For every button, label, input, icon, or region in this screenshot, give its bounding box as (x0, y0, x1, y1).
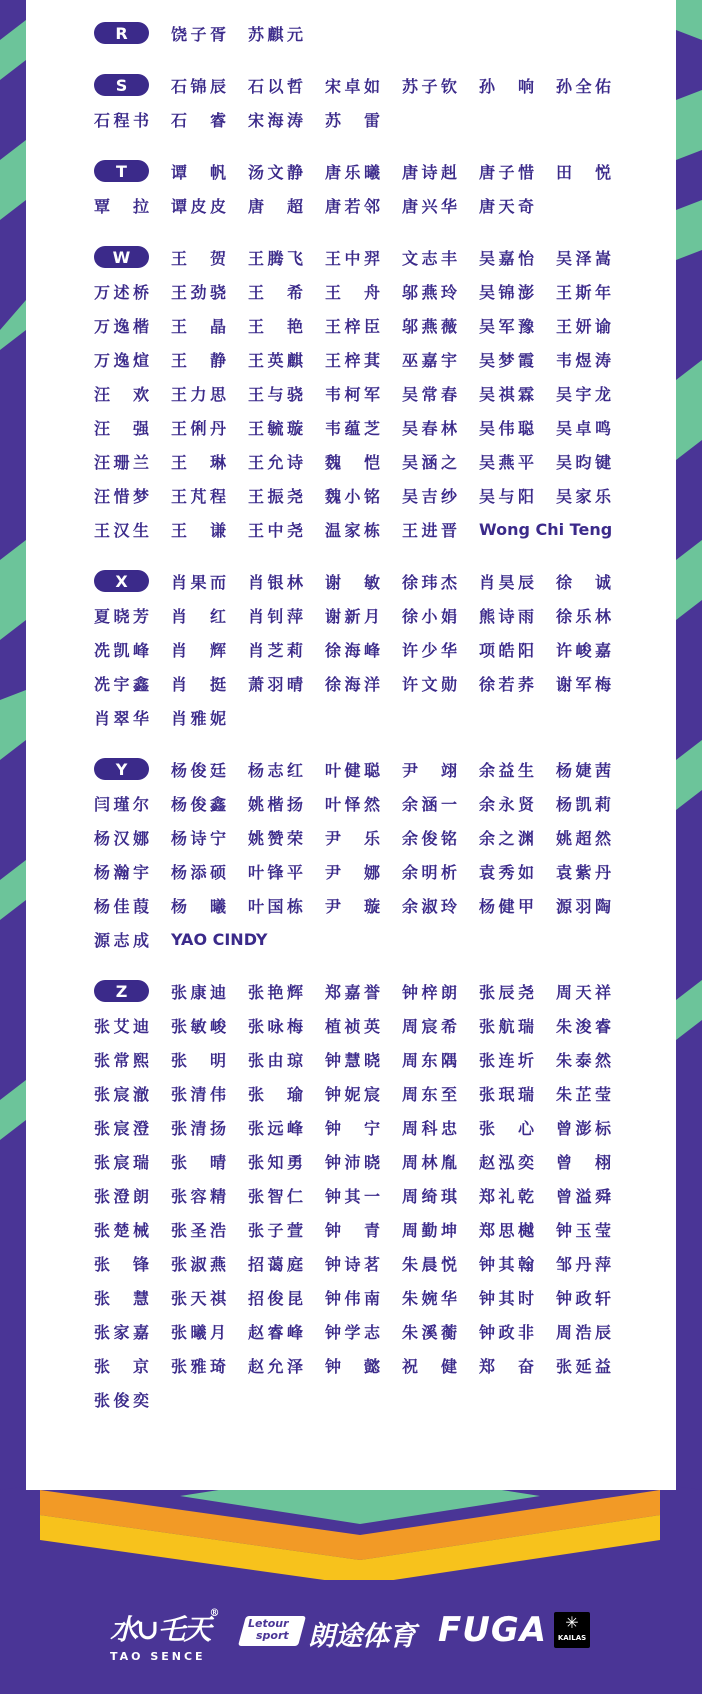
name-entry: 尹 娜 (325, 862, 380, 882)
name-entry: 宋卓如 (325, 76, 380, 96)
name-entry: 郑礼乾 (479, 1186, 534, 1206)
name-entry: 孙 响 (479, 76, 534, 96)
name-entry: 张 晴 (171, 1152, 226, 1172)
footer-logos (0, 1590, 702, 1694)
name-entry: 王 艳 (248, 316, 303, 336)
name-entry: 万逸煊 (94, 350, 149, 370)
name-row (94, 1042, 614, 1076)
name-entry: 杨志红 (248, 760, 303, 780)
name-entry: 覃 拉 (94, 196, 149, 216)
name-entry: 巫嘉宇 (402, 350, 457, 370)
name-entry: 杨瀚宇 (94, 862, 149, 882)
name-entry: 朱婉华 (402, 1288, 457, 1308)
langtu-sport-text: 朗途体育 (308, 1621, 416, 1652)
name-entry: 杨俊鑫 (171, 794, 226, 814)
name-entry: 源羽陶 (556, 896, 611, 916)
name-entry: 张珉瑞 (479, 1084, 534, 1104)
name-entry: 唐若邻 (325, 196, 380, 216)
name-row (94, 68, 614, 102)
name-entry: 肖昊辰 (479, 572, 534, 592)
name-entry: 叶国栋 (248, 896, 303, 916)
name-entry: 吴家乐 (556, 486, 611, 506)
letter-badge: Y (94, 758, 149, 780)
name-entry: 钟 青 (325, 1220, 380, 1240)
name-entry: 曾溢舜 (556, 1186, 611, 1206)
name-entry: 招俊昆 (248, 1288, 303, 1308)
name-entry: 田 悦 (556, 162, 611, 182)
name-entry: 石以哲 (248, 76, 303, 96)
name-entry: 余永贤 (479, 794, 534, 814)
name-row (94, 632, 614, 666)
name-entry: 冼凯峰 (94, 640, 149, 660)
name-entry: 张俊奕 (94, 1390, 149, 1410)
name-row (94, 820, 614, 854)
name-entry: 吴昀键 (556, 452, 611, 472)
tao-sence-logo: 水∪乇天® TAO SENCE (110, 1608, 218, 1663)
name-row (94, 478, 614, 512)
name-entry: 周宸希 (402, 1016, 457, 1036)
name-entry: 肖芝莉 (248, 640, 303, 660)
name-entry: 王劲骁 (171, 282, 226, 302)
name-entry: 谭 帆 (171, 162, 226, 182)
kailas-icon: ✳ (565, 1613, 579, 1632)
name-entry: 赵睿峰 (248, 1322, 303, 1342)
name-entry: 张清扬 (171, 1118, 226, 1138)
name-entry: 王毓璇 (248, 418, 303, 438)
name-entry: 周勤坤 (402, 1220, 457, 1240)
name-entry: 项皓阳 (479, 640, 534, 660)
name-entry: 吴军豫 (479, 316, 534, 336)
name-entry: 许峻嘉 (556, 640, 611, 660)
name-entry: 张智仁 (248, 1186, 303, 1206)
letter-badge: X (94, 570, 149, 592)
name-entry: 肖翠华 (94, 708, 149, 728)
name-entry: 钟 宁 (325, 1118, 380, 1138)
name-entry: 招蔼庭 (248, 1254, 303, 1274)
name-entry: 张雅琦 (171, 1356, 226, 1376)
name-entry: Wong Chi Teng (479, 519, 613, 539)
name-entry: 王中羿 (325, 248, 380, 268)
name-entry: 邹丹萍 (556, 1254, 611, 1274)
name-entry: 余俊铭 (402, 828, 457, 848)
kailas-logo: ✳ KAILAS (554, 1612, 590, 1648)
name-entry: 韦煜涛 (556, 350, 611, 370)
name-entry: 肖 挺 (171, 674, 226, 694)
name-entry: YAO CINDY (171, 929, 268, 949)
name-entry: 张 瑜 (248, 1084, 303, 1104)
name-entry: 王 贺 (171, 248, 226, 268)
name-entry: 张康迪 (171, 982, 226, 1002)
name-entry: 唐天奇 (479, 196, 534, 216)
name-row (94, 1008, 614, 1042)
name-entry: 王腾飞 (248, 248, 303, 268)
name-row (94, 854, 614, 888)
name-entry: 汪 欢 (94, 384, 149, 404)
name-entry: 钟其翰 (479, 1254, 534, 1274)
name-entry: 苏 雷 (325, 110, 380, 130)
name-row (94, 888, 614, 922)
name-entry: 张敏峻 (171, 1016, 226, 1036)
name-entry: 张常熙 (94, 1050, 149, 1070)
name-row (94, 1382, 614, 1416)
name-entry: 徐 诚 (556, 572, 611, 592)
section-s (94, 68, 614, 136)
name-entry: 唐诗赳 (402, 162, 457, 182)
name-entry: 钟其一 (325, 1186, 380, 1206)
section-w (94, 240, 614, 546)
name-entry: 闫瑾尔 (94, 794, 149, 814)
name-entry: 吴与阳 (479, 486, 534, 506)
name-entry: 杨添硕 (171, 862, 226, 882)
name-entry: 杨诗宁 (171, 828, 226, 848)
name-entry: 王 晶 (171, 316, 226, 336)
name-row (94, 1178, 614, 1212)
name-entry: 吴祺霖 (479, 384, 534, 404)
name-entry: 尹 乐 (325, 828, 380, 848)
name-entry: 魏 恺 (325, 452, 380, 472)
name-entry: 吴梦霞 (479, 350, 534, 370)
name-entry: 张 慧 (94, 1288, 149, 1308)
name-entry: 王芃程 (171, 486, 226, 506)
name-entry: 叶怿然 (325, 794, 380, 814)
name-entry: 赵允泽 (248, 1356, 303, 1376)
name-entry: 魏小铭 (325, 486, 380, 506)
name-entry: 文志丰 (402, 248, 457, 268)
name-entry: 钟玉莹 (556, 1220, 611, 1240)
name-entry: 源志成 (94, 930, 149, 950)
name-entry: 张 锋 (94, 1254, 149, 1274)
name-row (94, 102, 614, 136)
name-row (94, 410, 614, 444)
name-row (94, 666, 614, 700)
name-row (94, 342, 614, 376)
name-row (94, 512, 614, 546)
name-entry: 张艾迪 (94, 1016, 149, 1036)
name-entry: 曾澎标 (556, 1118, 611, 1138)
name-entry: 谢 敏 (325, 572, 380, 592)
name-entry: 吴卓鸣 (556, 418, 611, 438)
name-entry: 钟沛晓 (325, 1152, 380, 1172)
name-entry: 张知勇 (248, 1152, 303, 1172)
name-entry: 钟梓朗 (402, 982, 457, 1002)
name-entry: 王妍谕 (556, 316, 611, 336)
name-entry: 郑嘉誉 (325, 982, 380, 1002)
name-entry: 周科忠 (402, 1118, 457, 1138)
name-entry: 张 明 (171, 1050, 226, 1070)
name-entry: 叶健聪 (325, 760, 380, 780)
name-entry: 张 京 (94, 1356, 149, 1376)
name-entry: 张远峰 (248, 1118, 303, 1138)
name-entry: 张延益 (556, 1356, 611, 1376)
name-entry: 杨健甲 (479, 896, 534, 916)
name-row (94, 1212, 614, 1246)
name-entry: 吴春林 (402, 418, 457, 438)
name-entry: 吴锦澎 (479, 282, 534, 302)
name-entry: 杨佳葭 (94, 896, 149, 916)
name-row (94, 274, 614, 308)
name-entry: 王 静 (171, 350, 226, 370)
name-entry: 朱泰然 (556, 1050, 611, 1070)
name-entry: 钟政轩 (556, 1288, 611, 1308)
name-entry: 谢军梅 (556, 674, 611, 694)
name-entry: 朱溪蘅 (402, 1322, 457, 1342)
name-entry: 杨 曦 (171, 896, 226, 916)
name-entry: 孙全佑 (556, 76, 611, 96)
name-entry: 张宸澈 (94, 1084, 149, 1104)
name-row (94, 564, 614, 598)
name-row (94, 154, 614, 188)
name-entry: 熊诗雨 (479, 606, 534, 626)
name-entry: 汪 强 (94, 418, 149, 438)
name-entry: 王 舟 (325, 282, 380, 302)
name-entry: 王 希 (248, 282, 303, 302)
name-entry: 余明析 (402, 862, 457, 882)
name-entry: 吴伟聪 (479, 418, 534, 438)
section-z (94, 974, 614, 1416)
letter-badge: Z (94, 980, 149, 1002)
name-entry: 宋海涛 (248, 110, 303, 130)
name-entry: 苏麒元 (248, 24, 303, 44)
name-entry: 万述桥 (94, 282, 149, 302)
name-entry: 王英麒 (248, 350, 303, 370)
name-entry: 汤文静 (248, 162, 303, 182)
name-entry: 邬燕薇 (402, 316, 457, 336)
name-entry: 杨汉娜 (94, 828, 149, 848)
name-entry: 冼宇鑫 (94, 674, 149, 694)
name-entry: 吴嘉怡 (479, 248, 534, 268)
name-entry: 余淑玲 (402, 896, 457, 916)
name-entry: 王 琳 (171, 452, 226, 472)
name-entry: 钟 懿 (325, 1356, 380, 1376)
name-entry: 张家嘉 (94, 1322, 149, 1342)
name-entry: 朱芷莹 (556, 1084, 611, 1104)
letter-badge: T (94, 160, 149, 182)
fuga-logo: FUGA (438, 1610, 548, 1650)
name-entry: 朱晨悦 (402, 1254, 457, 1274)
name-entry: 张澄朗 (94, 1186, 149, 1206)
name-entry: 王斯年 (556, 282, 611, 302)
name-entry: 夏晓芳 (94, 606, 149, 626)
name-entry: 周浩辰 (556, 1322, 611, 1342)
name-row (94, 700, 614, 734)
name-entry: 张艳辉 (248, 982, 303, 1002)
name-row (94, 1246, 614, 1280)
name-entry: 肖银林 (248, 572, 303, 592)
name-entry: 徐玮杰 (402, 572, 457, 592)
name-entry: 谭皮皮 (171, 196, 226, 216)
name-entry: 王梓臣 (325, 316, 380, 336)
name-entry: 肖 红 (171, 606, 226, 626)
name-row (94, 16, 614, 50)
name-entry: 王允诗 (248, 452, 303, 472)
name-entry: 石锦辰 (171, 76, 226, 96)
name-entry: 吴泽嵩 (556, 248, 611, 268)
name-entry: 尹 翊 (402, 760, 457, 780)
name-entry: 徐海洋 (325, 674, 380, 694)
name-entry: 张子萱 (248, 1220, 303, 1240)
name-entry: 钟妮宸 (325, 1084, 380, 1104)
name-row (94, 188, 614, 222)
name-entry: 温家栋 (325, 520, 380, 540)
letour-sport-logo: Letour sport (242, 1612, 302, 1652)
name-entry: 张由琼 (248, 1050, 303, 1070)
name-entry: 王与骁 (248, 384, 303, 404)
section-t (94, 154, 614, 222)
name-entry: 周绮琪 (402, 1186, 457, 1206)
letter-badge: S (94, 74, 149, 96)
name-row (94, 376, 614, 410)
name-entry: 吴涵之 (402, 452, 457, 472)
name-entry: 吴宇龙 (556, 384, 611, 404)
name-entry: 万逸楷 (94, 316, 149, 336)
name-entry: 祝 健 (402, 1356, 457, 1376)
name-entry: 张辰尧 (479, 982, 534, 1002)
name-entry: 石程书 (94, 110, 149, 130)
name-entry: 姚超然 (556, 828, 611, 848)
name-entry: 尹 璇 (325, 896, 380, 916)
name-entry: 唐乐曦 (325, 162, 380, 182)
name-row (94, 1280, 614, 1314)
name-row (94, 786, 614, 820)
name-entry: 张圣浩 (171, 1220, 226, 1240)
name-entry: 王汉生 (94, 520, 149, 540)
name-entry: 唐兴华 (402, 196, 457, 216)
name-entry: 王中尧 (248, 520, 303, 540)
name-entry: 徐小娟 (402, 606, 457, 626)
name-entry: 肖果而 (171, 572, 226, 592)
name-entry: 吴吉纱 (402, 486, 457, 506)
name-row (94, 308, 614, 342)
name-entry: 张天祺 (171, 1288, 226, 1308)
name-entry: 汪惜梦 (94, 486, 149, 506)
name-entry: 郑 奋 (479, 1356, 534, 1376)
name-entry: 唐子惜 (479, 162, 534, 182)
name-entry: 唐 超 (248, 196, 303, 216)
name-entry: 邬燕玲 (402, 282, 457, 302)
name-entry: 杨凯莉 (556, 794, 611, 814)
name-entry: 肖钊萍 (248, 606, 303, 626)
name-entry: 徐乐林 (556, 606, 611, 626)
name-entry: 饶子胥 (171, 24, 226, 44)
name-entry: 张连圻 (479, 1050, 534, 1070)
name-entry: 钟政非 (479, 1322, 534, 1342)
name-entry: 萧羽晴 (248, 674, 303, 694)
name-entry: 吴常春 (402, 384, 457, 404)
name-entry: 张咏梅 (248, 1016, 303, 1036)
name-entry: 朱浚睿 (556, 1016, 611, 1036)
letter-badge: R (94, 22, 149, 44)
name-entry: 王振尧 (248, 486, 303, 506)
name-entry: 谢新月 (325, 606, 380, 626)
name-entry: 周东至 (402, 1084, 457, 1104)
name-row (94, 1144, 614, 1178)
name-entry: 石 睿 (171, 110, 226, 130)
name-entry: 徐海峰 (325, 640, 380, 660)
name-entry: 赵泓奕 (479, 1152, 534, 1172)
name-entry: 姚楷扬 (248, 794, 303, 814)
section-x (94, 564, 614, 734)
name-entry: 许少华 (402, 640, 457, 660)
name-entry: 张清伟 (171, 1084, 226, 1104)
name-entry: 肖雅妮 (171, 708, 226, 728)
name-row (94, 922, 614, 956)
name-entry: 韦蕴芝 (325, 418, 380, 438)
name-entry: 苏子钦 (402, 76, 457, 96)
name-entry: 周东隅 (402, 1050, 457, 1070)
name-row (94, 752, 614, 786)
section-y (94, 752, 614, 956)
name-entry: 钟伟南 (325, 1288, 380, 1308)
name-entry: 余之渊 (479, 828, 534, 848)
name-entry: 王 谦 (171, 520, 226, 540)
name-row (94, 444, 614, 478)
letter-badge: W (94, 246, 149, 268)
name-entry: 钟慧晓 (325, 1050, 380, 1070)
name-entry: 王力思 (171, 384, 226, 404)
name-entry: 姚赞荣 (248, 828, 303, 848)
name-row (94, 598, 614, 632)
name-entry: 余益生 (479, 760, 534, 780)
name-list (94, 16, 614, 1434)
section-r (94, 16, 614, 50)
name-row (94, 974, 614, 1008)
name-row (94, 1314, 614, 1348)
name-entry: 张楚械 (94, 1220, 149, 1240)
name-entry: 袁紫丹 (556, 862, 611, 882)
name-entry: 徐若荞 (479, 674, 534, 694)
name-entry: 张 心 (479, 1118, 534, 1138)
name-row (94, 1110, 614, 1144)
name-entry: 张曦月 (171, 1322, 226, 1342)
name-row (94, 240, 614, 274)
name-entry: 许文勋 (402, 674, 457, 694)
name-entry: 钟诗茗 (325, 1254, 380, 1274)
name-entry: 植祯英 (325, 1016, 380, 1036)
name-entry: 王进晋 (402, 520, 457, 540)
name-entry: 张宸澄 (94, 1118, 149, 1138)
name-entry: 余涵一 (402, 794, 457, 814)
name-row (94, 1348, 614, 1382)
name-row (94, 1076, 614, 1110)
name-entry: 张宸瑞 (94, 1152, 149, 1172)
name-entry: 韦柯军 (325, 384, 380, 404)
name-entry: 周林胤 (402, 1152, 457, 1172)
name-entry: 王梓萁 (325, 350, 380, 370)
name-entry: 叶锋平 (248, 862, 303, 882)
name-entry: 肖 辉 (171, 640, 226, 660)
name-entry: 王俐丹 (171, 418, 226, 438)
name-entry: 钟其时 (479, 1288, 534, 1308)
name-entry: 周天祥 (556, 982, 611, 1002)
name-entry: 张容精 (171, 1186, 226, 1206)
name-entry: 汪珊兰 (94, 452, 149, 472)
name-entry: 张航瑞 (479, 1016, 534, 1036)
name-entry: 曾 栩 (556, 1152, 611, 1172)
name-entry: 吴燕平 (479, 452, 534, 472)
name-entry: 郑思樾 (479, 1220, 534, 1240)
name-entry: 杨俊廷 (171, 760, 226, 780)
name-entry: 袁秀如 (479, 862, 534, 882)
name-entry: 钟学志 (325, 1322, 380, 1342)
name-entry: 张淑燕 (171, 1254, 226, 1274)
name-entry: 杨婕茜 (556, 760, 611, 780)
